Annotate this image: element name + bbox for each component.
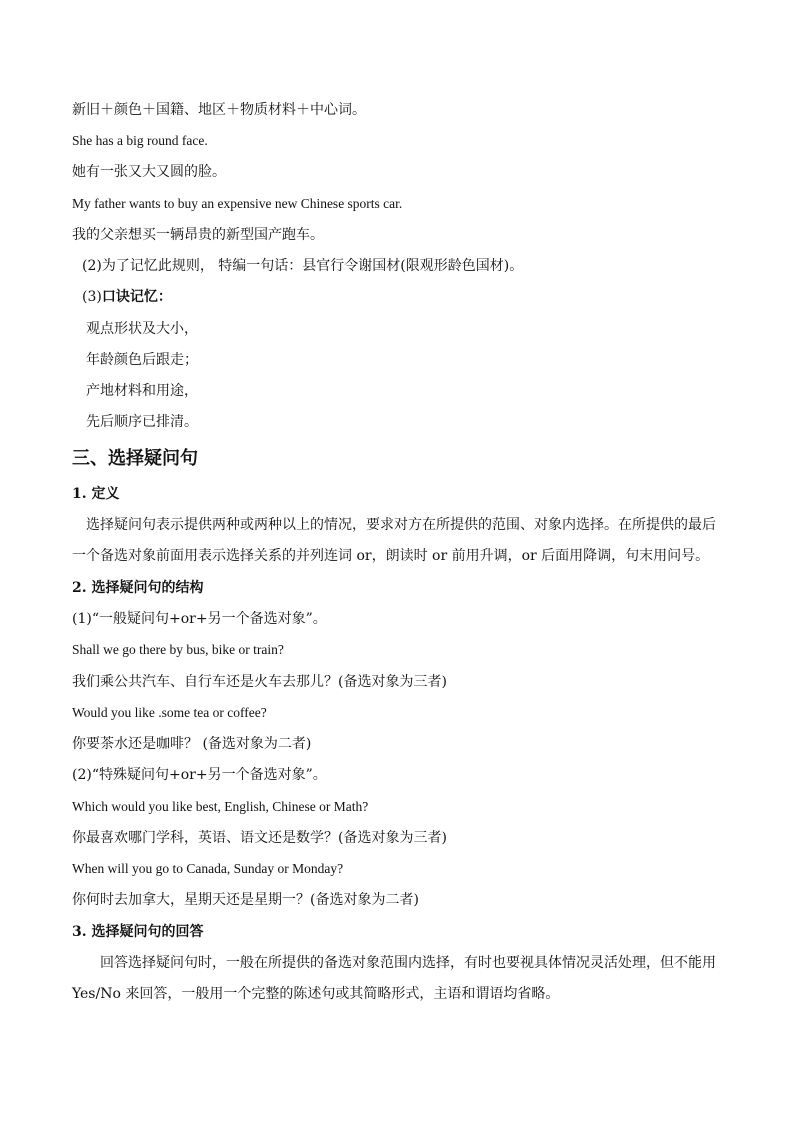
mnemonic-line: (2)为了记忆此规则， 特编一句话：县官行令谢国材(限观形龄色国材)。 (82, 258, 524, 274)
section-title: 三、选择疑问句 (72, 448, 198, 469)
example-translation: 你最喜欢哪门学科，英语、语文还是数学？(备选对象为三者) (72, 830, 447, 846)
structure-line: (1)“一般疑问句+or+另一个备选对象”。 (72, 611, 327, 627)
example-translation: 她有一张又大又圆的脸。 (72, 164, 226, 180)
subsection-title: 3. 选择疑问句的回答 (72, 924, 204, 940)
rhyme-line: 观点形状及大小， (86, 321, 198, 337)
mnemonic-heading (82, 287, 734, 307)
example-sentence-en: When will you go to Canada, Sunday or Monday? (72, 861, 344, 876)
example-sentence-en: My father wants to buy an expensive new Chinese sports car. (72, 196, 403, 211)
subsection-title: 2. 选择疑问句的结构 (72, 580, 204, 596)
rhyme-line: 先后顺序已排清。 (86, 414, 198, 430)
answer-line: Yes/No 来回答，一般用一个完整的陈述句或其简略形式，主语和谓语均省略。 (72, 986, 560, 1002)
rhyme-line: 产地材料和用途， (86, 383, 198, 399)
example-sentence-en: Shall we go there by bus, bike or train? (72, 642, 284, 657)
example-sentence-en: She has a big round face. (72, 133, 208, 148)
example-translation: 你要茶水还是咖啡？ (备选对象为二者) (72, 736, 312, 752)
definition-line: 一个备选对象前面用表示选择关系的并列连词 or，朗读时 or 前用升调，or 后面用降调，句末用问号。 (72, 548, 710, 564)
example-translation: 我的父亲想买一辆昂贵的新型国产跑车。 (72, 227, 324, 243)
subsection-title: 1. 定义 (72, 486, 120, 502)
example-sentence-en: Which would you like best, English, Chinese or Math? (72, 799, 369, 814)
answer-line: 回答选择疑问句时，一般在所提供的备选对象范围内选择，有时也要视具体情况灵活处理，但不能用 (100, 955, 716, 971)
text-line: 新旧＋颜色＋国籍、地区＋物质材料＋中心词。 (72, 102, 366, 118)
example-translation: 我们乘公共汽车、自行车还是火车去那儿？(备选对象为三者) (72, 674, 447, 690)
structure-line: (2)“特殊疑问句+or+另一个备选对象”。 (72, 767, 327, 783)
example-sentence-en: Would you like .some tea or coffee? (72, 705, 267, 720)
definition-line: 选择疑问句表示提供两种或两种以上的情况，要求对方在所提供的范围、对象内选择。在所提供的最后 (86, 517, 716, 533)
mnemonic-number: (3) (82, 289, 102, 305)
rhyme-line: 年龄颜色后跟走； (86, 352, 198, 368)
mnemonic-label: 口诀记忆： (101, 289, 172, 305)
example-translation: 你何时去加拿大，星期天还是星期一？(备选对象为二者) (72, 892, 419, 908)
